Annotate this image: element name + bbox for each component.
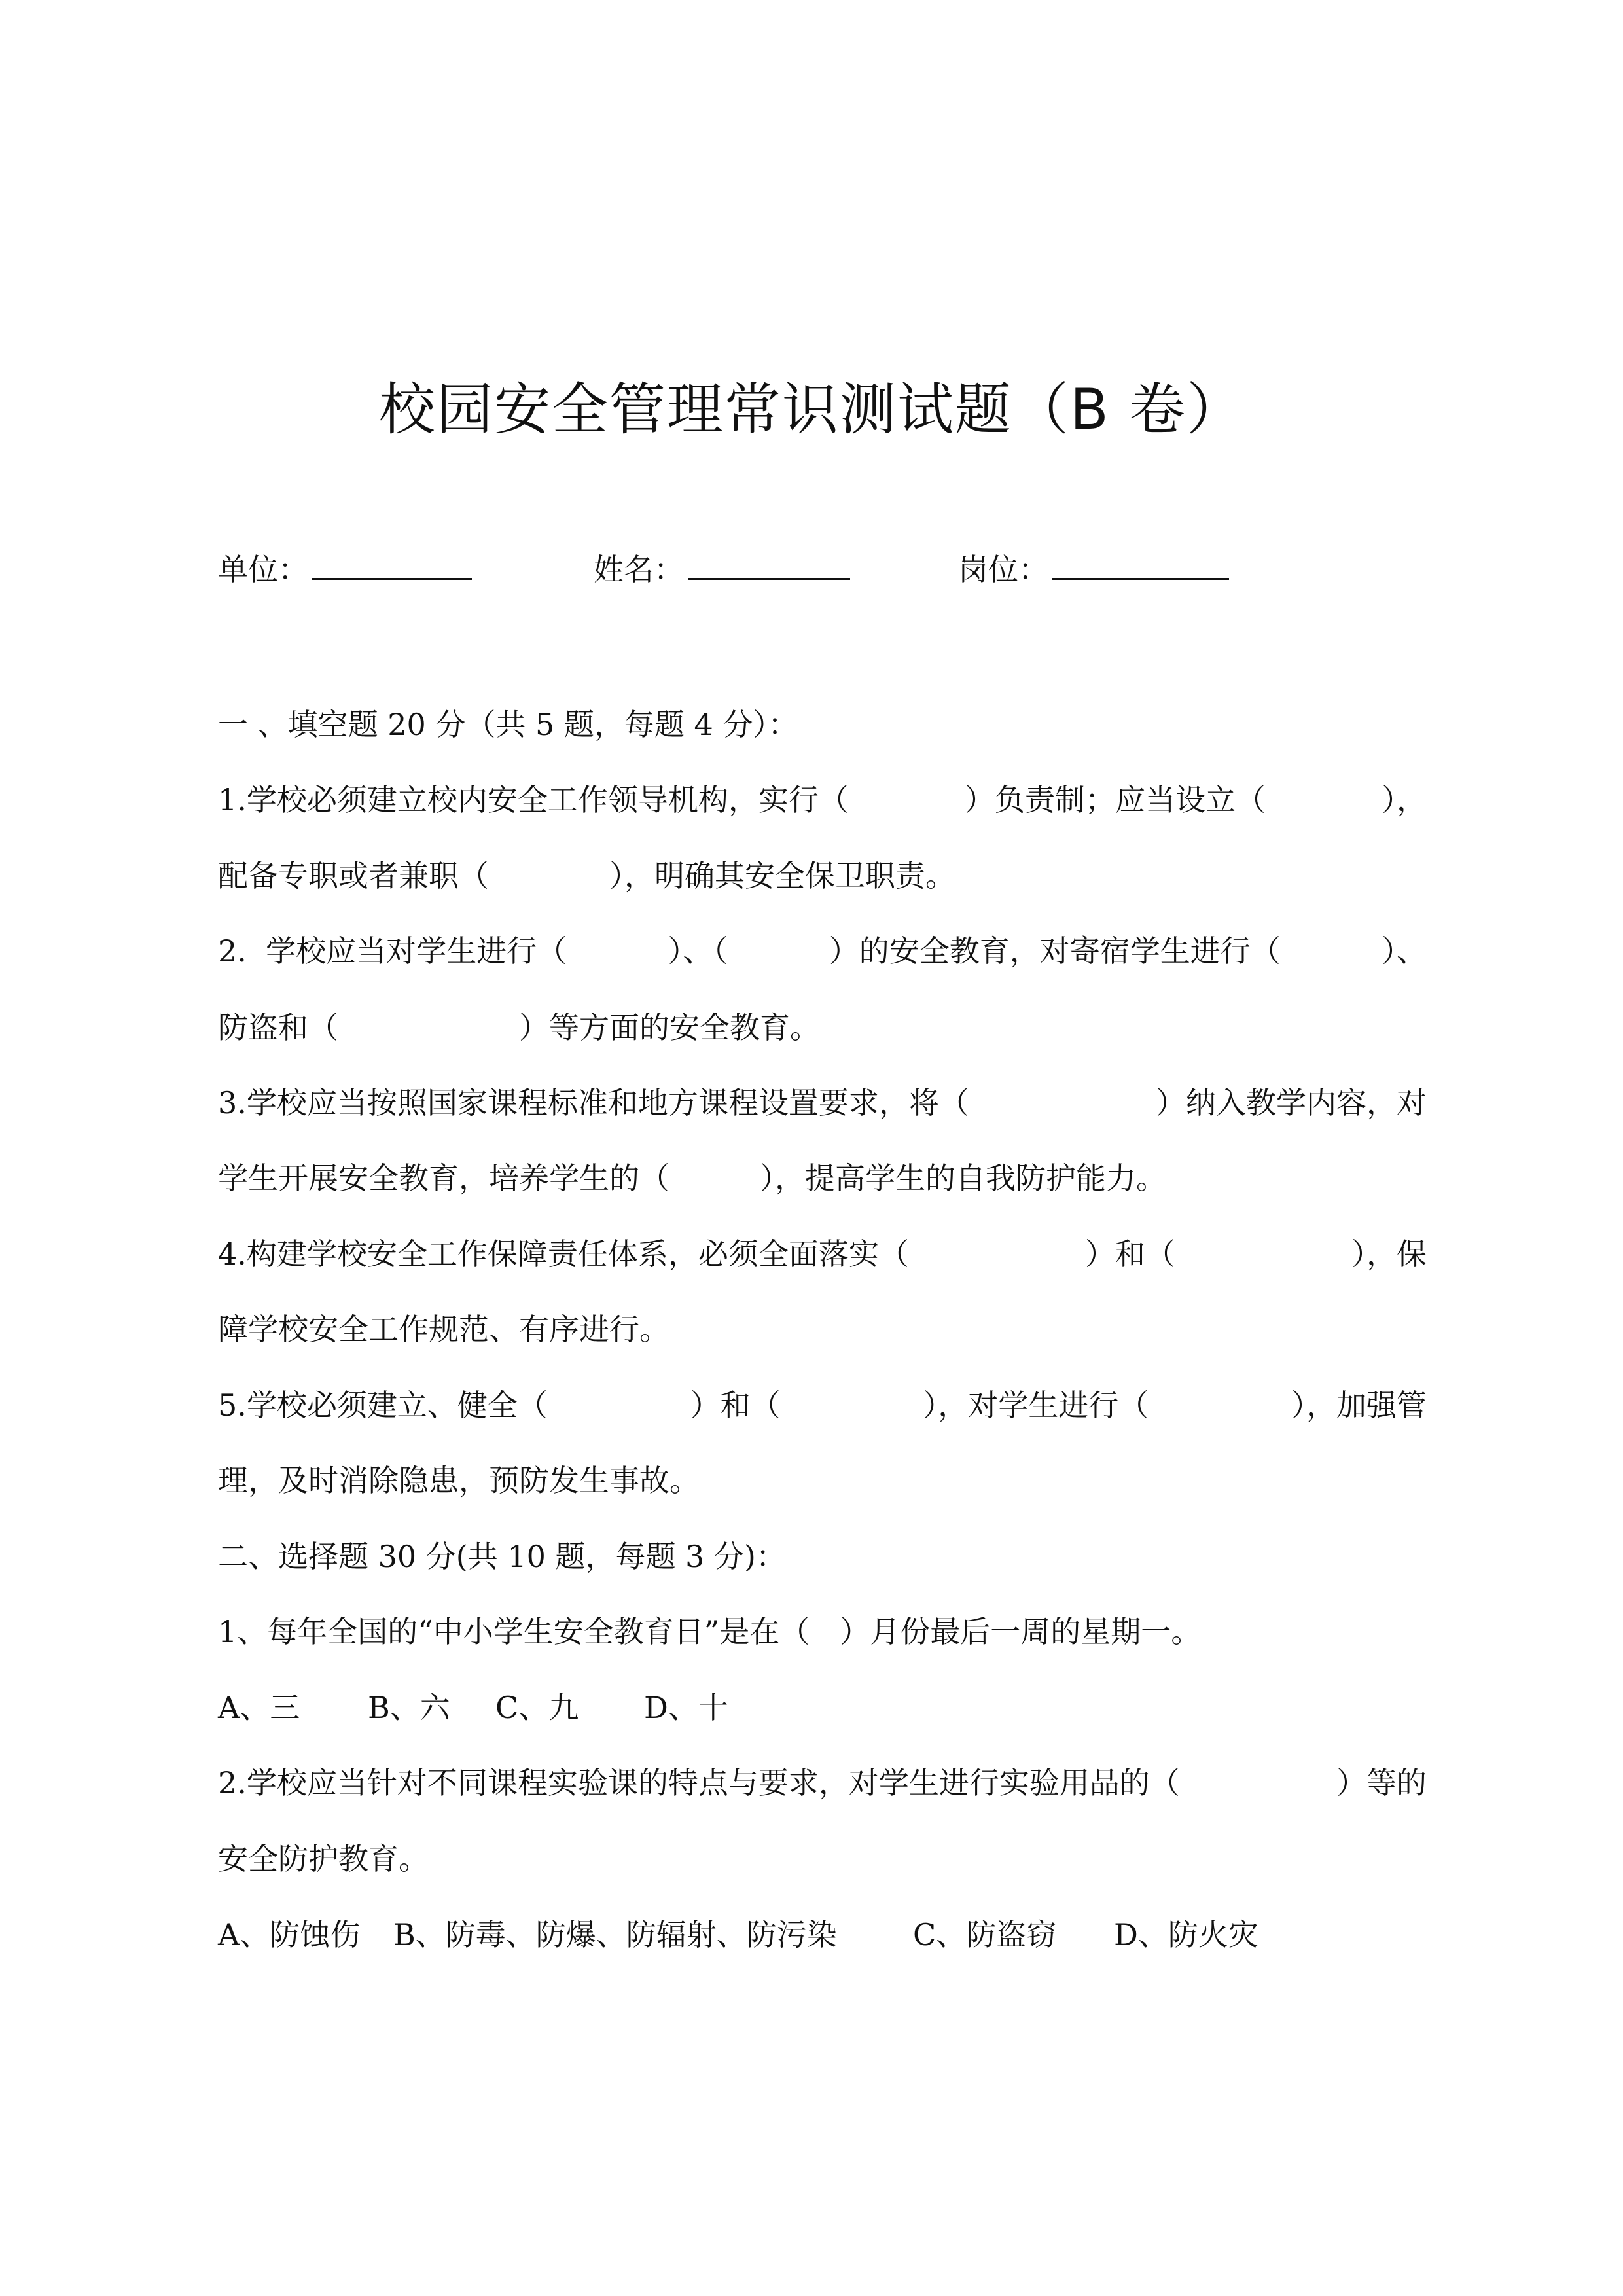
fill-q1-line2: 配备专职或者兼职（ ），明确其安全保卫职责。 <box>218 858 955 893</box>
post-blank[interactable] <box>1052 548 1229 580</box>
choice-q2-line1 <box>218 1760 1427 1806</box>
post-field <box>958 543 1229 596</box>
choice-q1-stem: 1、每年全国的“中小学生安全教育日”是在（ ）月份最后一周的星期一。 <box>218 1614 1202 1649</box>
fill-q5-line1 <box>218 1382 1427 1428</box>
post-label: 岗位： <box>958 552 1048 587</box>
fill-q2-seg: ）、 <box>1381 933 1427 969</box>
fill-q2-seg: 2. 学校应当对学生进行（ <box>218 933 567 969</box>
fill-q4-seg: 4.构建学校安全工作保障责任体系，必须全面落实（ <box>218 1236 909 1272</box>
choice-q2-seg: ）等的 <box>1336 1765 1427 1801</box>
fill-q5-seg: ），加强管 <box>1291 1388 1427 1423</box>
fill-q2-line2: 防盗和（ ）等方面的安全教育。 <box>218 1010 820 1045</box>
fill-q3-line2: 学生开展安全教育，培养学生的（ ），提高学生的自我防护能力。 <box>218 1160 1166 1196</box>
page-title: 校园安全管理常识测试题（B 卷） <box>378 377 1245 442</box>
fill-q1-seg: ）负责制；应当设立（ <box>964 782 1266 817</box>
fill-q4-line1 <box>218 1231 1427 1277</box>
fill-q5-seg: ），对学生进行（ <box>923 1388 1149 1423</box>
fill-q1-line1 <box>218 777 1427 823</box>
fill-q3-line1 <box>218 1080 1427 1126</box>
fill-q4-line2: 障学校安全工作规范、有序进行。 <box>218 1312 669 1347</box>
option-c[interactable]: C、防盗窃 <box>913 1917 1057 1952</box>
fill-q2-seg: ）、（ <box>668 933 728 969</box>
fill-q5-line2: 理，及时消除隐患，预防发生事故。 <box>218 1463 700 1498</box>
option-c[interactable]: C、九 <box>495 1690 579 1725</box>
choice-q2-line2: 安全防护教育。 <box>218 1841 429 1876</box>
name-blank[interactable] <box>688 548 850 580</box>
name-label: 姓名： <box>594 552 684 587</box>
unit-field <box>218 543 472 596</box>
section1-heading: 一 、填空题 20 分（共 5 题，每题 4 分）： <box>218 707 798 742</box>
fill-q1-seg: ）， <box>1381 782 1427 817</box>
option-a[interactable]: A、防蚀伤 <box>218 1917 361 1952</box>
name-field <box>594 543 850 596</box>
fill-q4-seg: ），保 <box>1351 1236 1427 1272</box>
option-d[interactable]: D、防火灾 <box>1114 1917 1258 1952</box>
fill-q2-seg: ）的安全教育，对寄宿学生进行（ <box>829 933 1281 969</box>
fill-q5-seg: 5.学校必须建立、健全（ <box>218 1388 548 1423</box>
fill-q1-seg: 1.学校必须建立校内安全工作领导机构，实行（ <box>218 782 849 817</box>
fill-q3-seg: 3.学校应当按照国家课程标准和地方课程设置要求，将（ <box>218 1085 969 1121</box>
section2-heading: 二、选择题 30 分(共 10 题，每题 3 分)： <box>218 1539 786 1574</box>
choice-q2-seg: 2.学校应当针对不同课程实验课的特点与要求，对学生进行实验用品的（ <box>218 1765 1180 1801</box>
option-d[interactable]: D、十 <box>644 1690 728 1725</box>
option-b[interactable]: B、六 <box>368 1690 450 1725</box>
fill-q4-seg: ）和（ <box>1084 1236 1175 1272</box>
unit-label: 单位： <box>218 552 308 587</box>
fill-q3-seg: ）纳入教学内容，对 <box>1156 1085 1427 1121</box>
unit-blank[interactable] <box>312 548 472 580</box>
fill-q2-line1 <box>218 928 1427 974</box>
option-b[interactable]: B、防毒、防爆、防辐射、防污染 <box>393 1917 837 1952</box>
fill-q5-seg: ）和（ <box>690 1388 781 1423</box>
option-a[interactable]: A、三 <box>218 1690 300 1725</box>
